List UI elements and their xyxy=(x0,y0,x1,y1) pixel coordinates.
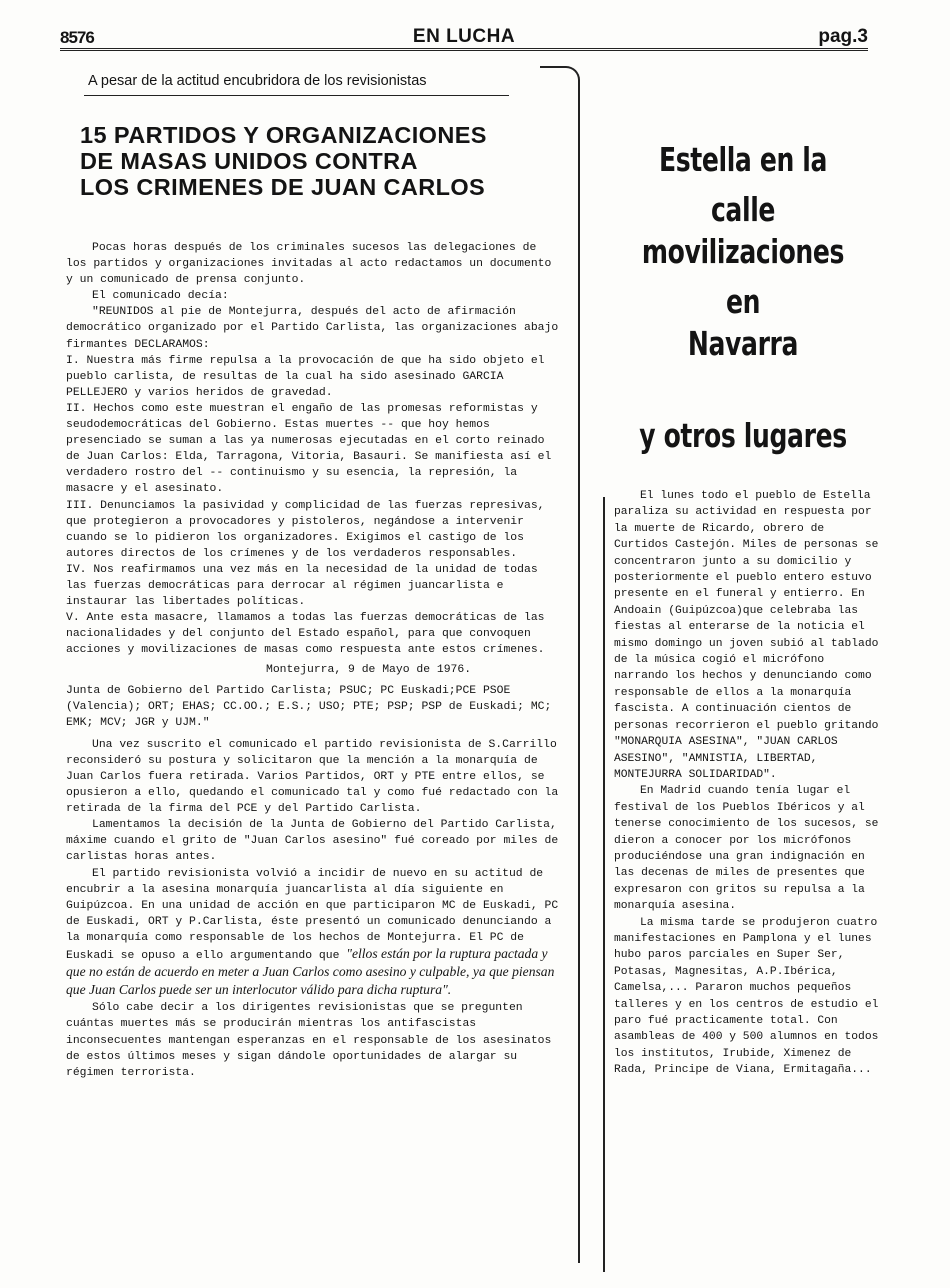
sidebar-paragraph: La misma tarde se produjeron cuatro manifestaciones en Pamplona y el lunes hubo paros parciales en Super Ser, Potasas, Magnesitas, A.P.Ibérica, Camelsa,... Pararon muchos pequeños talleres y en los centros de estudio el paro fué practicamente total. Con asambleas de 400 y 500 alumnos en todos los institutos, Irubide, Ximenez de Rada, Principe de Viana, Ermitagaña... xyxy=(614,916,879,1077)
quoted-argument: "ellos están por la ruptura pactada y que no están de acuerdo en meter a Juan Carlos como asesino y culpable, ya que piensan que Juan Carlos puede ser un interlocutor válido para dicha ruptura". xyxy=(66,946,555,998)
dateline: Montejurra, 9 de Mayo de 1976. xyxy=(266,664,472,677)
page-number: pag.3 xyxy=(818,26,868,47)
article-body xyxy=(66,240,560,1081)
kicker-underline xyxy=(84,95,509,96)
headline-line: DE MASAS UNIDOS CONTRA xyxy=(80,148,418,174)
article-paragraph: Una vez suscrito el comunicado el partido revisionista de S.Carrillo reconsideró su postura y solicitaron que la mención a la monarquía de Juan Carlos fuera retirada. Varios Partidos, ORT y PTE entre ellos, se opusieron a ello, quedando el comunicado tal y como fué redactado con la retirada de la firma del PCE y del Partido Carlista. xyxy=(66,738,559,816)
page-header xyxy=(60,24,868,50)
sidebar-headline-line: Estella en la calle xyxy=(658,140,828,229)
masthead: EN LUCHA xyxy=(412,26,516,47)
declaration-opening: "REUNIDOS al pie de Montejurra, después del acto de afirmación democrático organizado por el Partido Carlista, las organizaciones abajo firmantes DECLARAMOS: xyxy=(66,306,559,351)
declaration-point: V. Ante esta masacre, llamamos a todas las fuerzas democráticas de las nacionalidades y del conjunto del Estado español, para que convoquen acciones y movilizaciones de masas como respuesta ante estos crímenes. xyxy=(66,612,545,657)
sidebar-headline-line: movilizaciones en xyxy=(641,232,845,321)
article-paragraph: Lamentamos la decisión de la Junta de Gobierno del Partido Carlista, máxime cuando el grito de "Juan Carlos asesino" fué coreado por miles de carlistas horas antes. xyxy=(66,819,559,864)
declaration-point: I. Nuestra más firme repulsa a la provocación de que ha sido objeto el pueblo carlista, de resultas de la cual ha sido asesinado GARCIA PELLEJERO y varios heridos de gravedad. xyxy=(66,354,545,399)
issue-code: 8576 xyxy=(60,28,94,47)
article-lead: El comunicado decía: xyxy=(92,290,229,303)
article-intro: Pocas horas después de los criminales sucesos las delegaciones de los partidos y organizaciones invitadas al acto redactamos un documento y un comunicado de prensa conjunto. xyxy=(66,242,552,287)
article-kicker: A pesar de la actitud encubridora de los revisionistas xyxy=(88,73,427,89)
sidebar-body xyxy=(614,488,880,1079)
article-paragraph xyxy=(66,866,560,1001)
sidebar-paragraph: En Madrid cuando tenía lugar el festival de los Pueblos Ibéricos y al tenerse conocimiento de los sucesos, se dieron a conocer por los micrófonos produciéndose una gran indignación en las decenas de miles de presentes que expresaron con gritos su repulsa a la monarquía asesina. xyxy=(614,785,879,913)
paragraph-text: El partido revisionista volvió a incidir de nuevo en su actitud de encubrir a la asesina monarquía juancarlista al día siguiente en Guipúzcoa. En una unidad de acción en que participaron MC de Euskadi, PC de Euskadi, ORT y P.Carlista, éste presentó un comunicado denunciando a la monarquía como responsable de los hechos de Montejurra. El PC de Euskadi se opuso a ello argumentando que xyxy=(66,867,559,963)
header-rule xyxy=(60,48,868,51)
declaration-point: IV. Nos reafirmamos una vez más en la necesidad de la unidad de todas las fuerzas democráticas para derrocar al régimen juancarlista e instaurar las libertades políticas. xyxy=(66,563,538,609)
sidebar-paragraph: El lunes todo el pueblo de Estella paraliza su actividad en respuesta por la muerte de Ricardo, obrero de Curtidos Castejón. Miles de personas se concentraron junto a su domicilio y posteriormente el pueblo entero estuvo presente en el funeral y entierro. En Andoain (Guipúzcoa)que celebraba las fiestas al enterarse de la noticia el mismo domingo un joven subió al tablado de la música cogió el micrófono narrando los hechos y denunciando como responsable de ellos a la monarquía fascista. A continuación cientos de personas recorrieron el pueblo gritando "MONARQUIA ASESINA", "JUAN CARLOS ASESINO", "AMNISTIA, LIBERTAD, MONTEJURRA SOLIDARIDAD". xyxy=(614,490,879,781)
article-paragraph: Sólo cabe decir a los dirigentes revisionistas que se pregunten cuántas muertes más se producirán mientras los antifascistas inconsecuentes mantengan esperanzas en el responsable de los asesinatos de estos últimos meses y sigan dándole oportunidades de alargar su régimen terrorista. xyxy=(66,1002,552,1079)
sidebar-headline-line: y otros lugares xyxy=(639,416,847,455)
headline-line: LOS CRIMENES DE JUAN CARLOS xyxy=(80,174,486,200)
declaration-point: III. Denunciamos la pasividad y complicidad de las fuerzas represivas, que protegieron a provocadores y pistoleros, negándose a intervenir cuando se lo pidieron los organizadores. Exigimos el castigo de los autores directos de los crímenes y de los verdaderos responsables. xyxy=(66,499,545,560)
article-headline xyxy=(80,122,560,200)
sidebar-rule xyxy=(603,497,605,1272)
declaration-point: II. Hechos como este muestran el engaño de las promesas reformistas y seudodemocráticas del Gobierno. Estas muertes -- que hoy hemos presenciado se suman a las ya numerosas ejecutadas en el corto reinado de Juan Carlos: Elda, Tarragona, Vitoria, Basauri. Se manifiesta así el verdadero rostro del -- continuismo y su esencia, la represión, la masacre y el asesinato. xyxy=(66,402,552,496)
sidebar-headline xyxy=(633,135,853,503)
signatories: Junta de Gobierno del Partido Carlista; PSUC; PC Euskadi;PCE PSOE (Valencia); ORT; EHAS; CC.OO.; E.S.; USO; PTE; PSP; PSP de Euskadi; MC; EMK; MCV; JGR y UJM." xyxy=(66,684,552,729)
headline-line: 15 PARTIDOS Y ORGANIZACIONES xyxy=(80,122,487,148)
sidebar-headline-line: Navarra xyxy=(687,324,799,363)
